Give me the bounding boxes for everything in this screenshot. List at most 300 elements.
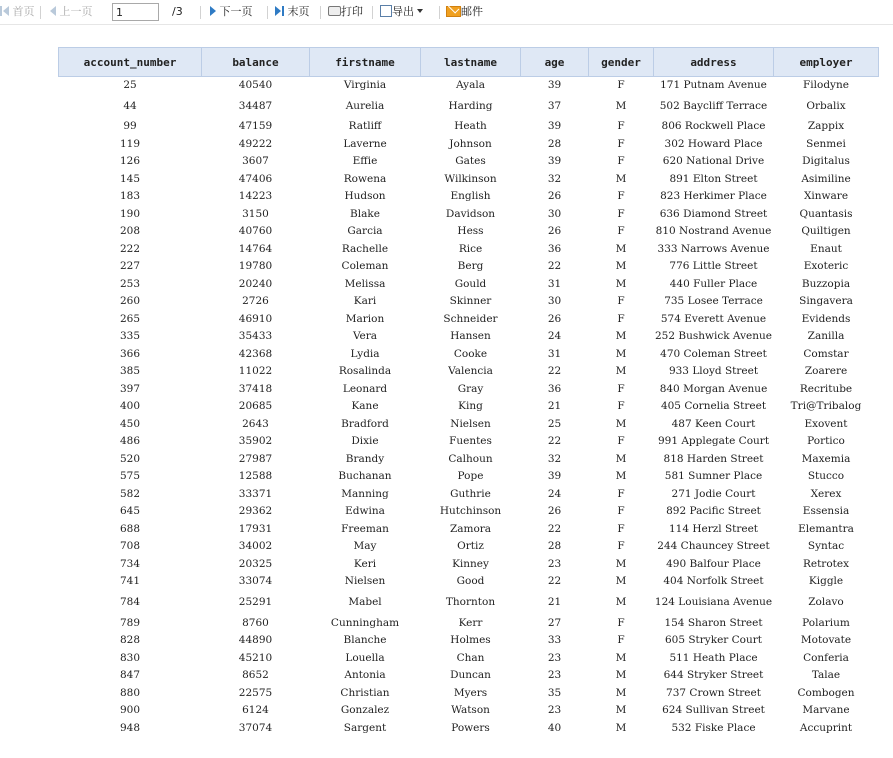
table-cell-gender: M <box>615 417 627 430</box>
table-cell-age: 26 <box>547 190 562 203</box>
table-cell-account-number: 520 <box>119 452 141 465</box>
table-cell-balance: 11022 <box>238 365 273 378</box>
table-cell-gender: F <box>617 400 625 413</box>
table-cell-firstname: Kane <box>351 400 379 413</box>
table-cell-address: 735 Losee Terrace <box>664 295 763 308</box>
table-cell-account-number: 190 <box>119 207 141 220</box>
last-page-arrow-icon <box>275 6 281 16</box>
table-cell-lastname: Gould <box>454 277 487 290</box>
table-cell-gender: M <box>615 365 627 378</box>
data-table <box>58 47 879 737</box>
table-cell-gender: M <box>615 347 627 360</box>
table-cell-age: 36 <box>547 242 562 255</box>
table-cell-balance: 12588 <box>238 470 273 483</box>
table-cell-employer: Zanilla <box>807 330 845 343</box>
mail-icon <box>446 6 461 17</box>
table-row[interactable] <box>59 573 879 591</box>
table-cell-account-number: 880 <box>119 686 141 699</box>
table-cell-account-number: 900 <box>119 704 141 717</box>
table-cell-firstname: Rowena <box>343 172 387 185</box>
table-cell-lastname: Calhoun <box>448 452 493 465</box>
table-cell-employer: Recritube <box>799 382 853 395</box>
table-cell-balance: 3607 <box>242 155 269 168</box>
table-cell-address: 737 Crown Street <box>666 686 761 699</box>
table-cell-gender: M <box>615 721 627 734</box>
column-header[interactable]: employer <box>774 48 879 77</box>
table-cell-balance: 22575 <box>238 686 273 699</box>
table-cell-gender: F <box>617 505 625 518</box>
first-page-icon <box>0 6 2 16</box>
table-cell-account-number: 575 <box>119 470 141 483</box>
table-cell-age: 32 <box>547 172 562 185</box>
table-row[interactable] <box>59 521 879 539</box>
table-cell-gender: M <box>615 575 627 588</box>
table-cell-employer: Comstar <box>803 347 849 360</box>
table-cell-employer: Xinware <box>803 190 849 203</box>
mail-button[interactable] <box>446 3 483 21</box>
table-cell-address: 892 Pacific Street <box>666 505 761 518</box>
table-cell-address: 244 Chauncey Street <box>657 540 770 553</box>
first-page-button[interactable] <box>0 3 35 21</box>
column-header[interactable]: lastname <box>421 48 521 77</box>
table-row[interactable] <box>59 591 879 615</box>
table-row[interactable] <box>59 398 879 416</box>
table-cell-gender: F <box>617 634 625 647</box>
table-cell-employer: Zappix <box>807 120 845 133</box>
table-cell-gender: F <box>617 155 625 168</box>
table-cell-gender: M <box>615 172 627 185</box>
table-cell-firstname: Bradford <box>341 417 389 430</box>
table-cell-balance: 47406 <box>238 172 273 185</box>
column-header[interactable]: address <box>654 48 774 77</box>
table-cell-lastname: Schneider <box>443 312 498 325</box>
table-cell-account-number: 260 <box>119 295 141 308</box>
table-cell-gender: M <box>615 277 627 290</box>
table-cell-lastname: Zamora <box>449 522 492 535</box>
table-cell-lastname: Kerr <box>458 616 483 629</box>
toolbar-divider <box>320 6 321 19</box>
prev-page-label: 上一页 <box>59 5 93 18</box>
table-cell-account-number: 126 <box>119 155 141 168</box>
table-cell-account-number: 486 <box>119 435 141 448</box>
table-cell-employer: Filodyne <box>803 79 849 91</box>
column-header[interactable]: balance <box>202 48 310 77</box>
table-row[interactable] <box>59 468 879 486</box>
table-row[interactable] <box>59 556 879 574</box>
last-page-button[interactable] <box>275 3 310 21</box>
table-cell-employer: Exoteric <box>803 260 849 273</box>
table-row[interactable] <box>59 346 879 364</box>
table-cell-firstname: Garcia <box>347 225 383 238</box>
table-cell-firstname: Vera <box>352 330 378 343</box>
table-cell-gender: F <box>617 540 625 553</box>
table-row[interactable] <box>59 363 879 381</box>
table-cell-age: 28 <box>547 137 562 150</box>
table-cell-age: 22 <box>547 260 562 273</box>
table-body <box>59 77 879 738</box>
table-cell-address: 440 Fuller Place <box>669 277 758 290</box>
table-cell-firstname: Rachelle <box>341 242 389 255</box>
table-cell-lastname: Cooke <box>453 347 488 360</box>
table-cell-employer: Maxemia <box>801 452 851 465</box>
table-cell-gender: M <box>615 242 627 255</box>
table-cell-account-number: 44 <box>123 99 137 112</box>
table-cell-account-number: 688 <box>119 522 141 535</box>
column-header[interactable]: gender <box>589 48 654 77</box>
table-cell-employer: Kiggle <box>808 575 844 588</box>
table-row[interactable] <box>59 486 879 504</box>
table-cell-firstname: Lydia <box>350 347 380 360</box>
table-cell-employer: Motovate <box>800 634 852 647</box>
export-icon <box>380 5 392 17</box>
table-cell-employer: Portico <box>807 435 845 448</box>
table-cell-lastname: Hess <box>457 225 484 238</box>
prev-page-button[interactable] <box>50 3 93 21</box>
next-page-label: 下一页 <box>219 5 253 18</box>
table-cell-balance: 46910 <box>238 312 273 325</box>
table-cell-employer: Syntac <box>807 540 845 553</box>
table-cell-balance: 20240 <box>238 277 273 290</box>
column-header[interactable]: account_number <box>59 48 202 77</box>
table-cell-age: 30 <box>547 295 562 308</box>
table-cell-address: 624 Sullivan Street <box>662 704 765 717</box>
table-cell-gender: F <box>617 616 625 629</box>
table-cell-address: 490 Balfour Place <box>666 557 761 570</box>
table-cell-balance: 40540 <box>238 79 273 91</box>
table-cell-age: 22 <box>547 575 562 588</box>
table-cell-age: 23 <box>547 704 562 717</box>
table-cell-address: 574 Everett Avenue <box>660 312 767 325</box>
table-cell-age: 21 <box>547 596 562 608</box>
table-cell-age: 26 <box>547 505 562 518</box>
table-row[interactable] <box>59 538 879 556</box>
printer-icon <box>328 6 341 16</box>
table-cell-address: 644 Stryker Street <box>663 669 764 682</box>
table-row[interactable] <box>59 381 879 399</box>
table-row[interactable] <box>59 632 879 650</box>
table-row[interactable] <box>59 276 879 294</box>
table-cell-gender: M <box>615 330 627 343</box>
table-cell-account-number: 25 <box>123 79 137 91</box>
table-row[interactable] <box>59 503 879 521</box>
table-cell-balance: 34487 <box>238 99 273 112</box>
table-cell-account-number: 830 <box>119 651 141 664</box>
table-cell-address: 405 Cornelia Street <box>660 400 767 413</box>
table-cell-balance: 8652 <box>242 669 269 682</box>
table-cell-firstname: Ratliff <box>348 120 382 133</box>
table-cell-employer: Evidends <box>801 312 851 325</box>
table-cell-firstname: Freeman <box>341 522 389 535</box>
table-cell-address: 776 Little Street <box>669 260 758 273</box>
table-cell-balance: 47159 <box>238 120 273 133</box>
table-row[interactable] <box>59 451 879 469</box>
table-cell-account-number: 265 <box>119 312 141 325</box>
table-cell-age: 25 <box>547 417 562 430</box>
table-cell-age: 26 <box>547 312 562 325</box>
table-cell-employer: Singavera <box>799 295 853 308</box>
table-cell-gender: F <box>617 435 625 448</box>
table-cell-gender: M <box>615 686 627 699</box>
table-cell-lastname: Nielsen <box>450 417 491 430</box>
table-cell-lastname: Fuentes <box>449 435 492 448</box>
table-cell-gender: M <box>615 669 627 682</box>
table-cell-firstname: Manning <box>341 487 389 500</box>
table-cell-lastname: Good <box>456 575 485 588</box>
table-cell-lastname: Wilkinson <box>444 172 497 185</box>
table-cell-balance: 35433 <box>238 330 273 343</box>
table-cell-account-number: 828 <box>119 634 141 647</box>
table-cell-account-number: 397 <box>119 382 141 395</box>
table-cell-address: 991 Applegate Court <box>657 435 770 448</box>
table-row[interactable] <box>59 615 879 633</box>
table-row[interactable] <box>59 136 879 154</box>
table-cell-gender: M <box>615 452 627 465</box>
table-cell-lastname: English <box>450 190 491 203</box>
table-cell-employer: Digitalus <box>802 155 850 168</box>
table-cell-gender: F <box>617 522 625 535</box>
table-cell-employer: Buzzopia <box>801 277 851 290</box>
table-cell-balance: 17931 <box>238 522 273 535</box>
table-row[interactable] <box>59 118 879 136</box>
table-row[interactable] <box>59 311 879 329</box>
table-cell-lastname: Ortiz <box>457 540 484 553</box>
table-cell-lastname: Thornton <box>445 596 496 608</box>
table-cell-employer: Marvane <box>802 704 850 717</box>
table-cell-age: 39 <box>547 120 562 133</box>
export-label: 导出 <box>392 5 414 18</box>
table-cell-firstname: Gonzalez <box>340 704 390 717</box>
next-page-button[interactable] <box>210 3 253 21</box>
table-cell-employer: Talae <box>811 669 841 682</box>
table-cell-account-number: 784 <box>119 596 141 608</box>
table-row[interactable] <box>59 667 879 685</box>
table-cell-lastname: Powers <box>451 721 490 734</box>
table-row[interactable] <box>59 433 879 451</box>
table-cell-address: 581 Sumner Place <box>664 470 763 483</box>
table-cell-account-number: 385 <box>119 365 141 378</box>
toolbar-divider <box>200 6 201 19</box>
column-header[interactable]: firstname <box>310 48 421 77</box>
table-cell-firstname: Louella <box>345 651 385 664</box>
table-cell-employer: Enaut <box>810 242 842 255</box>
table-cell-employer: Essensia <box>802 505 850 518</box>
table-cell-address: 252 Bushwick Avenue <box>655 330 772 343</box>
table-cell-lastname: Heath <box>454 120 487 133</box>
chevron-down-icon <box>417 9 423 13</box>
table-cell-lastname: Pope <box>457 470 484 483</box>
table-cell-address: 114 Herzl Street <box>668 522 759 535</box>
table-cell-account-number: 708 <box>119 540 141 553</box>
table-cell-lastname: Valencia <box>448 365 493 378</box>
table-cell-balance: 37074 <box>238 721 273 734</box>
table-row[interactable] <box>59 258 879 276</box>
table-cell-age: 22 <box>547 365 562 378</box>
table-row[interactable] <box>59 720 879 738</box>
table-cell-address: 302 Howard Place <box>664 137 763 150</box>
table-cell-account-number: 222 <box>119 242 141 255</box>
table-cell-account-number: 119 <box>119 137 141 150</box>
table-cell-lastname: Hutchinson <box>439 505 502 518</box>
table-cell-gender: M <box>615 470 627 483</box>
table-cell-firstname: Hudson <box>344 190 386 203</box>
table-cell-balance: 20325 <box>238 557 273 570</box>
table-cell-address: 271 Jodie Court <box>671 487 756 500</box>
table-cell-age: 22 <box>547 522 562 535</box>
table-cell-gender: F <box>617 79 625 91</box>
table-cell-employer: Tri@Tribalog <box>790 400 862 413</box>
table-cell-employer: Zolavo <box>808 596 844 608</box>
table-cell-gender: M <box>615 557 627 570</box>
table-cell-lastname: Watson <box>451 704 490 717</box>
page-number-input[interactable] <box>112 3 159 21</box>
table-cell-gender: M <box>615 260 627 273</box>
table-cell-age: 24 <box>547 487 562 500</box>
table-cell-firstname: Cunningham <box>330 616 400 629</box>
table-cell-account-number: 734 <box>119 557 141 570</box>
table-cell-lastname: Chan <box>456 651 485 664</box>
table-cell-age: 26 <box>547 225 562 238</box>
table-cell-gender: M <box>615 651 627 664</box>
table-row[interactable] <box>59 650 879 668</box>
table-row[interactable] <box>59 293 879 311</box>
table-row[interactable] <box>59 328 879 346</box>
table-cell-firstname: Sargent <box>343 721 387 734</box>
table-cell-balance: 42368 <box>238 347 273 360</box>
table-cell-address: 333 Narrows Avenue <box>657 242 770 255</box>
table-cell-firstname: Virginia <box>343 79 387 91</box>
table-cell-gender: M <box>615 99 627 112</box>
table-cell-firstname: Effie <box>352 155 378 168</box>
table-cell-firstname: Melissa <box>344 277 386 290</box>
table-row[interactable] <box>59 94 879 118</box>
table-cell-employer: Zoarere <box>804 365 848 378</box>
export-dropdown[interactable] <box>380 3 423 21</box>
table-cell-firstname: Dixie <box>351 435 379 448</box>
table-cell-firstname: Laverne <box>343 137 387 150</box>
table-cell-address: 470 Coleman Street <box>660 347 767 360</box>
print-button[interactable] <box>328 3 363 21</box>
last-page-label: 末页 <box>287 5 310 18</box>
table-cell-age: 23 <box>547 557 562 570</box>
table-cell-account-number: 400 <box>119 400 141 413</box>
table-cell-address: 891 Elton Street <box>669 172 758 185</box>
table-cell-age: 24 <box>547 330 562 343</box>
table-cell-lastname: Ayala <box>456 79 485 91</box>
table-cell-account-number: 582 <box>119 487 141 500</box>
table-cell-employer: Senmei <box>806 137 846 150</box>
table-cell-gender: M <box>615 596 627 608</box>
table-cell-age: 36 <box>547 382 562 395</box>
table-cell-employer: Accuprint <box>799 721 853 734</box>
table-cell-lastname: Duncan <box>450 669 491 682</box>
table-row[interactable] <box>59 171 879 189</box>
first-page-label: 首页 <box>12 5 35 18</box>
table-cell-account-number: 366 <box>119 347 141 360</box>
table-cell-balance: 27987 <box>238 452 273 465</box>
table-cell-balance: 40760 <box>238 225 273 238</box>
table-cell-address: 404 Norfolk Street <box>663 575 764 588</box>
table-row[interactable] <box>59 188 879 206</box>
table-cell-firstname: May <box>353 540 377 553</box>
table-cell-firstname: Keri <box>353 557 377 570</box>
table-cell-balance: 37418 <box>238 382 273 395</box>
table-cell-lastname: Rice <box>458 242 483 255</box>
table-cell-age: 28 <box>547 540 562 553</box>
table-cell-account-number: 847 <box>119 669 141 682</box>
table-cell-employer: Stucco <box>807 470 845 483</box>
table-cell-lastname: Skinner <box>449 295 492 308</box>
table-cell-age: 33 <box>547 634 562 647</box>
report-toolbar <box>0 0 893 25</box>
table-cell-firstname: Blake <box>350 207 380 220</box>
table-cell-balance: 19780 <box>238 260 273 273</box>
table-cell-balance: 14764 <box>238 242 273 255</box>
table-cell-balance: 33074 <box>238 575 273 588</box>
table-row[interactable] <box>59 153 879 171</box>
table-cell-address: 806 Rockwell Place <box>661 120 766 133</box>
table-cell-employer: Conferia <box>803 651 849 664</box>
table-cell-firstname: Aurelia <box>345 99 385 112</box>
table-cell-address: 620 National Drive <box>662 155 765 168</box>
table-cell-account-number: 253 <box>119 277 141 290</box>
table-cell-firstname: Kari <box>353 295 377 308</box>
table-row[interactable] <box>59 77 879 95</box>
table-cell-age: 39 <box>547 470 562 483</box>
last-page-icon <box>282 6 284 16</box>
table-cell-address: 605 Stryker Court <box>664 634 763 647</box>
column-header[interactable]: age <box>521 48 589 77</box>
table-cell-lastname: Guthrie <box>450 487 491 500</box>
table-cell-account-number: 789 <box>119 616 141 629</box>
table-cell-gender: F <box>617 190 625 203</box>
table-cell-address: 502 Baycliff Terrace <box>659 99 768 112</box>
table-cell-employer: Retrotex <box>802 557 850 570</box>
table-cell-firstname: Antonia <box>344 669 386 682</box>
table-cell-account-number: 227 <box>119 260 141 273</box>
table-cell-lastname: King <box>458 400 483 413</box>
toolbar-divider <box>372 6 373 19</box>
table-cell-employer: Xerex <box>810 487 842 500</box>
table-cell-gender: F <box>617 295 625 308</box>
table-cell-firstname: Rosalinda <box>338 365 392 378</box>
table-cell-age: 32 <box>547 452 562 465</box>
table-cell-gender: F <box>617 382 625 395</box>
table-cell-firstname: Mabel <box>348 596 382 608</box>
table-cell-gender: F <box>617 225 625 238</box>
table-row[interactable] <box>59 223 879 241</box>
table-cell-firstname: Christian <box>340 686 390 699</box>
table-cell-age: 40 <box>547 721 562 734</box>
table-row[interactable] <box>59 685 879 703</box>
table-cell-balance: 8760 <box>242 616 269 629</box>
table-cell-address: 511 Heath Place <box>669 651 758 664</box>
table-cell-firstname: Nielsen <box>344 575 386 588</box>
table-cell-address: 636 Diamond Street <box>659 207 768 220</box>
table-cell-age: 21 <box>547 400 562 413</box>
table-cell-lastname: Berg <box>457 260 484 273</box>
table-cell-account-number: 948 <box>119 721 141 734</box>
table-cell-address: 823 Herkimer Place <box>660 190 767 203</box>
table-cell-balance: 3150 <box>242 207 269 220</box>
table-row[interactable] <box>59 702 879 720</box>
table-cell-address: 933 Lloyd Street <box>668 365 759 378</box>
table-row[interactable] <box>59 206 879 224</box>
table-cell-firstname: Brandy <box>345 452 385 465</box>
table-cell-account-number: 450 <box>119 417 141 430</box>
table-cell-balance: 35902 <box>238 435 273 448</box>
table-row[interactable] <box>59 241 879 259</box>
table-row[interactable] <box>59 416 879 434</box>
